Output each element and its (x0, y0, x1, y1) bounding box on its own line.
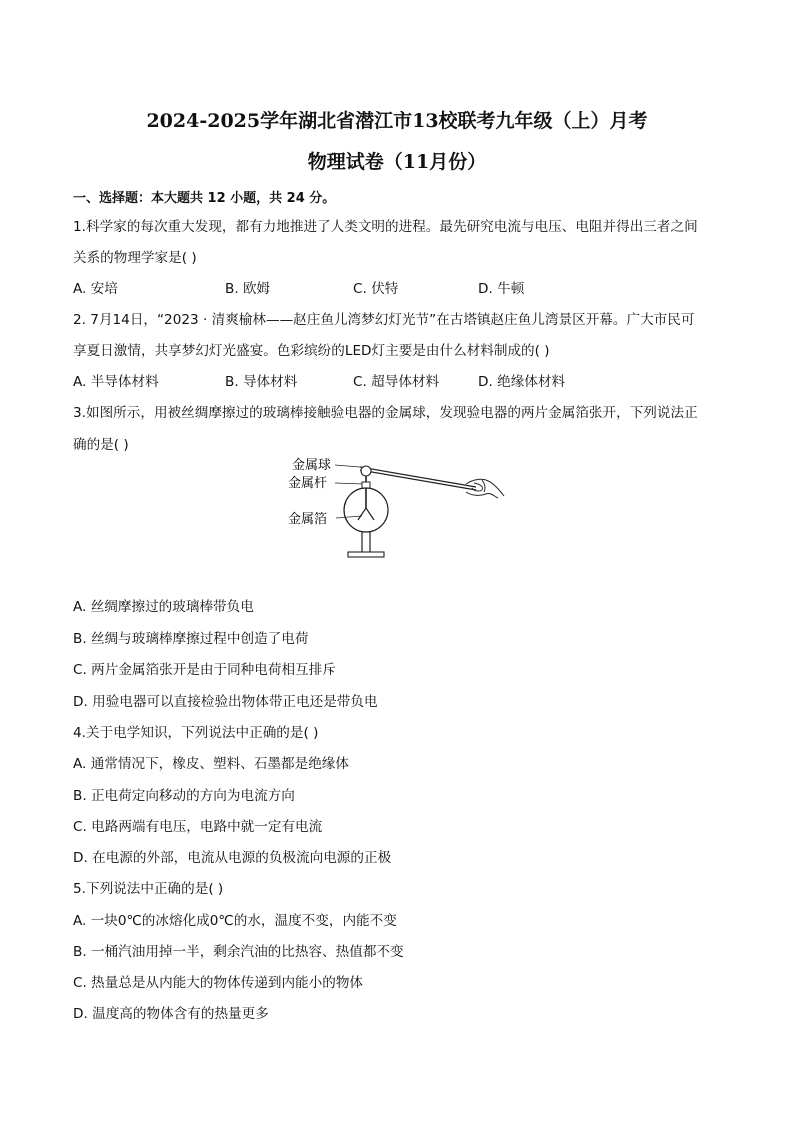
electroscope-diagram (286, 456, 514, 570)
q1-stem-line2: 关系的物理学家是( ) (73, 250, 197, 266)
q3-option-a: A. 丝绸摩擦过的玻璃棒带负电 (73, 599, 254, 615)
q2-option-d: D. 绝缘体材料 (478, 374, 566, 390)
label-metal-rod: 金属杆 (288, 476, 328, 491)
metal-ball (361, 466, 371, 476)
hand-icon (466, 479, 504, 498)
q1-option-b: B. 欧姆 (225, 281, 271, 297)
q3-option-b: B. 丝绸与玻璃棒摩擦过程中创造了电荷 (73, 631, 309, 647)
label-metal-ball: 金属球 (292, 458, 332, 473)
q4-option-b: B. 正电荷定向移动的方向为电流方向 (73, 788, 295, 804)
q3-option-c: C. 两片金属箔张开是由于同种电荷相互排斥 (73, 662, 336, 678)
q2-stem-line1: 2. 7月14日，“2023 · 清爽榆林——赵庄鱼儿湾梦幻灯光节”在古塔镇赵庄鱼儿湾景区开幕。广大市民可 (73, 312, 695, 328)
q2-option-b: B. 导体材料 (225, 374, 298, 390)
exam-subtitle: 物理试卷（11月份） (307, 151, 487, 173)
q5-option-c: C. 热量总是从内能大的物体传递到内能小的物体 (73, 975, 364, 991)
metal-foil-right (366, 508, 374, 520)
q2-option-c: C. 超导体材料 (353, 374, 440, 390)
q5-option-b: B. 一桶汽油用掉一半，剩余汽油的比热容、热值都不变 (73, 944, 404, 960)
q2-option-a: A. 半导体材料 (73, 374, 159, 390)
q2-stem-line2: 享夏日激情，共享梦幻灯光盛宴。色彩缤纷的LED灯主要是由什么材料制成的( ) (73, 343, 550, 359)
label-metal-foil: 金属箔 (288, 512, 328, 527)
q5-stem: 5.下列说法中正确的是( ) (73, 881, 224, 897)
q4-stem: 4.关于电学知识，下列说法中正确的是( ) (73, 725, 319, 741)
metal-foil-left (358, 508, 366, 520)
q3-option-d: D. 用验电器可以直接检验出物体带正电还是带负电 (73, 694, 378, 710)
q1-stem-line1: 1.科学家的每次重大发现，都有力地推进了人类文明的进程。最先研究电流与电压、电阻并得出三者之间 (73, 219, 698, 235)
q3-stem-line1: 3.如图所示，用被丝绸摩擦过的玻璃棒接触验电器的金属球，发现验电器的两片金属箔张开，下列说法正 (73, 405, 698, 421)
exam-title: 2024-2025学年湖北省潜江市13校联考九年级（上）月考 (146, 110, 648, 132)
q1-option-c: C. 伏特 (353, 281, 399, 297)
q5-option-a: A. 一块0℃的冰熔化成0℃的水，温度不变，内能不变 (73, 913, 397, 929)
q4-option-d: D. 在电源的外部，电流从电源的负极流向电源的正极 (73, 850, 392, 866)
q3-stem-line2: 确的是( ) (73, 437, 129, 453)
q4-option-c: C. 电路两端有电压，电路中就一定有电流 (73, 819, 323, 835)
q4-option-a: A. 通常情况下，橡皮、塑料、石墨都是绝缘体 (73, 756, 349, 772)
q1-option-d: D. 牛顿 (478, 281, 525, 297)
section-heading: 一、选择题：本大题共 12 小题，共 24 分。 (73, 191, 336, 206)
q1-option-a: A. 安培 (73, 281, 118, 297)
q5-option-d: D. 温度高的物体含有的热量更多 (73, 1006, 269, 1022)
